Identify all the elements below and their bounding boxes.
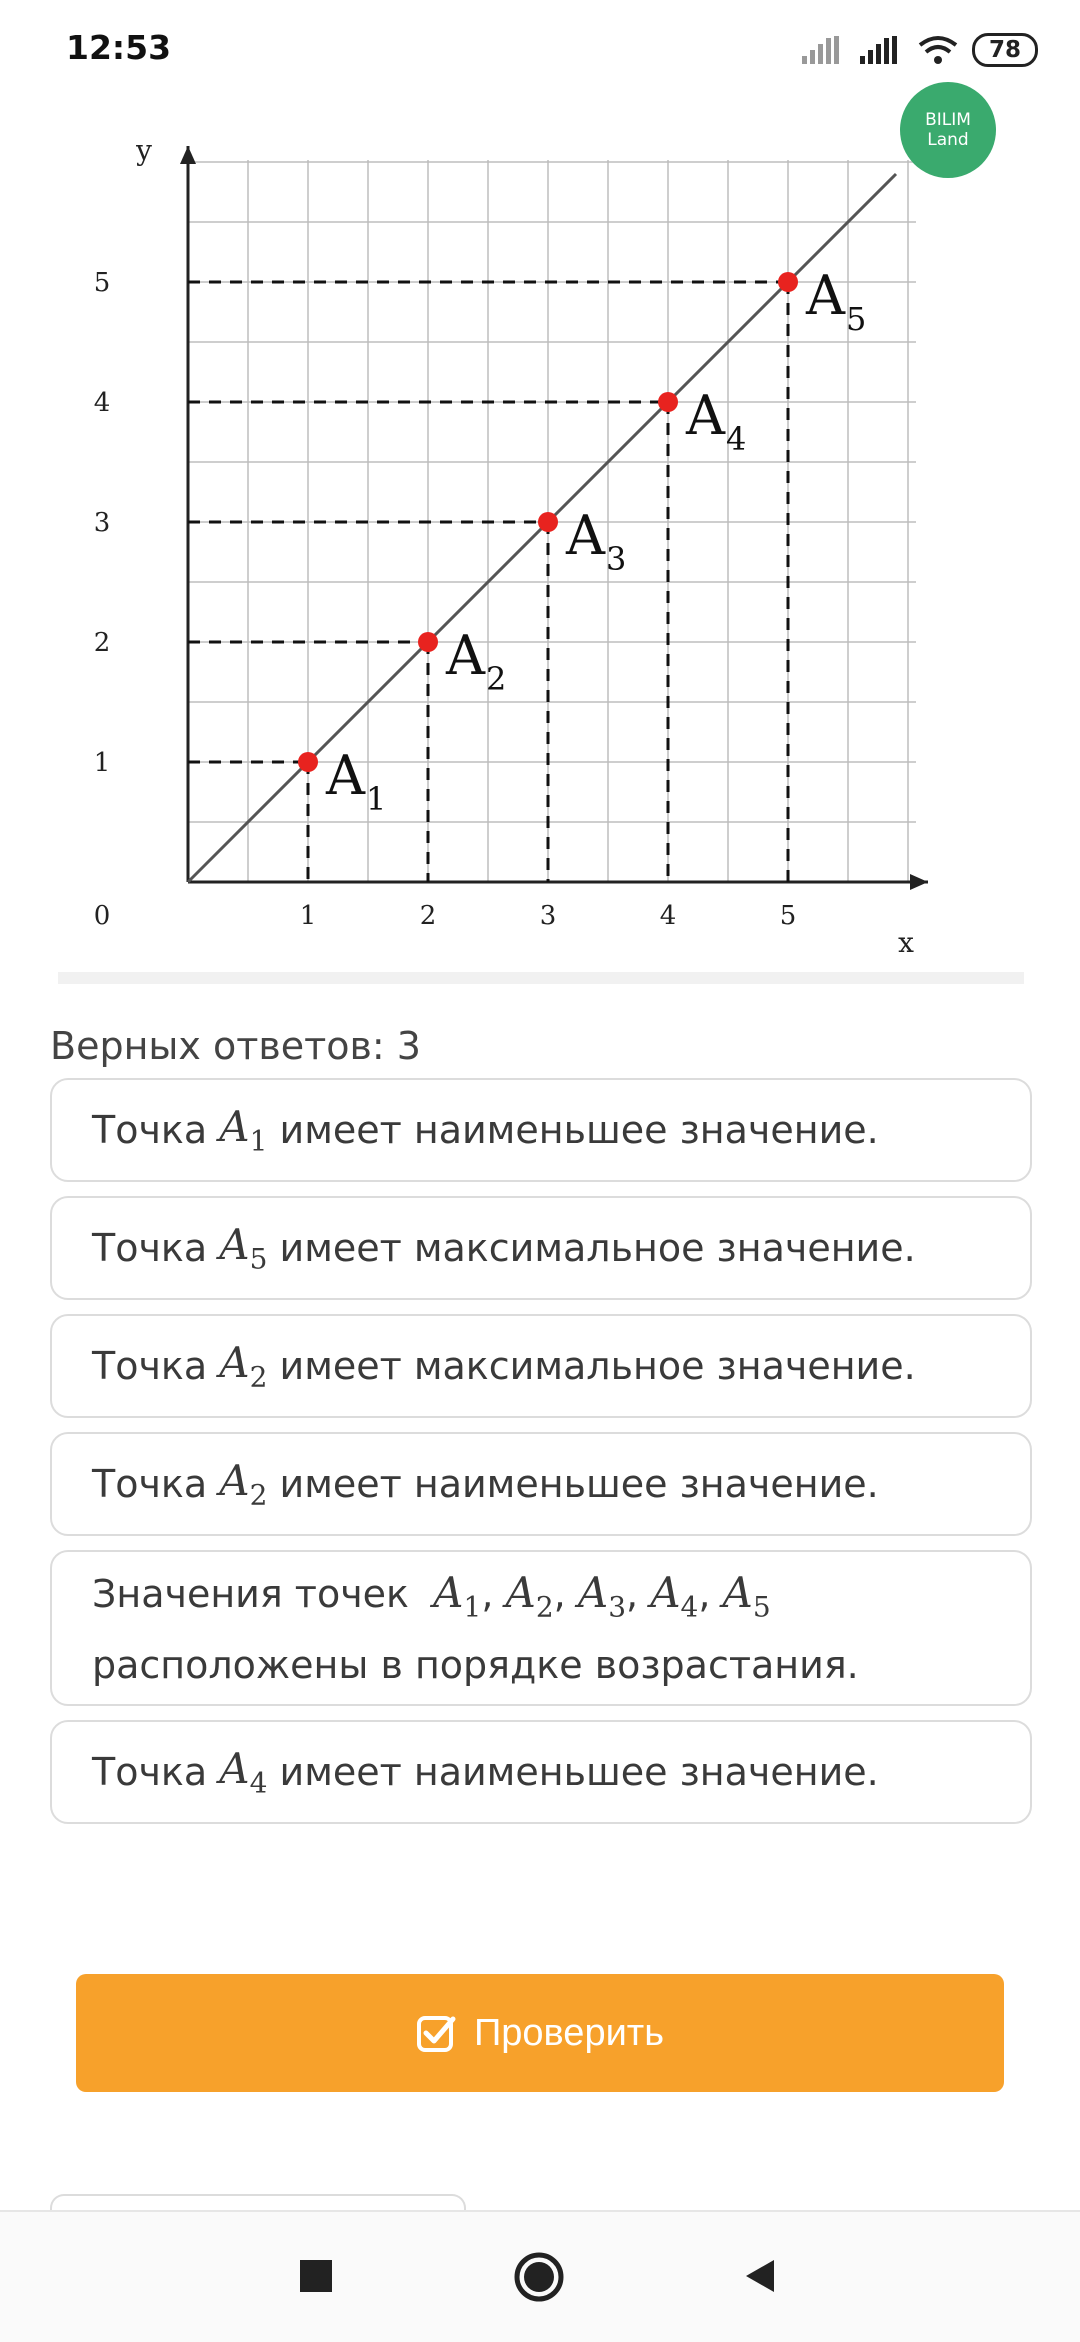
y-tick-label: 5 bbox=[93, 268, 111, 298]
math-variable: $A_1$ bbox=[219, 1102, 268, 1158]
point-label: A bbox=[686, 384, 725, 447]
math-variable: $A_3$ bbox=[577, 1567, 627, 1624]
point-label: A bbox=[566, 504, 605, 567]
answer-option[interactable] bbox=[50, 1314, 1032, 1418]
answer-option[interactable] bbox=[50, 1078, 1032, 1182]
logo-line2: Land bbox=[927, 130, 969, 150]
data-point bbox=[298, 752, 318, 772]
y-tick-label: 1 bbox=[93, 748, 111, 778]
data-point bbox=[418, 632, 438, 652]
y-tick-label: 2 bbox=[93, 628, 111, 658]
point-label-index: 1 bbox=[366, 780, 387, 818]
circle-nav-icon[interactable] bbox=[512, 2250, 566, 2304]
figure-divider bbox=[58, 972, 1024, 984]
y-axis-label: y bbox=[136, 134, 152, 167]
square-nav-icon[interactable] bbox=[296, 2256, 336, 2296]
status-bar bbox=[0, 0, 1080, 100]
option-text-after: имеет наименьшее значение. bbox=[279, 1462, 879, 1506]
point-label-index: 5 bbox=[846, 300, 867, 338]
line-graph bbox=[58, 120, 1024, 972]
y-tick-label: 4 bbox=[93, 388, 111, 418]
option-text-before: Точка bbox=[92, 1226, 208, 1270]
option-text-before: Точка bbox=[92, 1344, 208, 1388]
y-tick-label: 3 bbox=[93, 508, 111, 538]
option-text-after: имеет максимальное значение. bbox=[279, 1226, 916, 1270]
math-variable: $A_2$ bbox=[219, 1456, 268, 1512]
status-time: 12:53 bbox=[66, 28, 172, 67]
origin-label: 0 bbox=[93, 901, 111, 931]
math-variable: $A_1$ bbox=[433, 1567, 482, 1624]
x-axis-arrow bbox=[910, 874, 928, 890]
math-variable: $A_5$ bbox=[219, 1220, 268, 1276]
point-label-index: 2 bbox=[486, 660, 507, 698]
math-variable: $A_2$ bbox=[505, 1567, 554, 1624]
x-tick-label: 5 bbox=[779, 901, 797, 931]
bilimland-logo bbox=[900, 82, 996, 178]
x-tick-label: 4 bbox=[659, 901, 677, 931]
correct-answers-count: Верных ответов: 3 bbox=[50, 1024, 421, 1068]
back-nav-icon[interactable] bbox=[740, 2256, 780, 2296]
math-variable: $A_2$ bbox=[219, 1338, 268, 1394]
point-label: A bbox=[326, 744, 365, 807]
signal-icon bbox=[802, 36, 846, 64]
answer-option[interactable] bbox=[50, 1432, 1032, 1536]
answer-options bbox=[50, 1078, 1032, 1838]
math-variable: $A_4$ bbox=[650, 1567, 699, 1624]
option-text-before: Точка bbox=[92, 1108, 208, 1152]
x-tick-label: 2 bbox=[419, 901, 437, 931]
answer-option[interactable] bbox=[50, 1196, 1032, 1300]
option-text-line2: расположены в порядке возрастания. bbox=[92, 1643, 859, 1688]
logo-line1: BILIM bbox=[925, 110, 971, 130]
checkbox-icon bbox=[416, 2013, 456, 2053]
wifi-icon bbox=[918, 35, 958, 65]
navigation-bar bbox=[0, 2210, 1080, 2342]
option-text-after: имеет наименьшее значение. bbox=[279, 1750, 879, 1794]
graph-figure bbox=[58, 120, 1024, 972]
data-point bbox=[658, 392, 678, 412]
y-axis-arrow bbox=[180, 146, 196, 164]
data-point bbox=[778, 272, 798, 292]
point-label-index: 3 bbox=[606, 540, 627, 578]
option-text-before: Точка bbox=[92, 1462, 208, 1506]
option-text-before: Точка bbox=[92, 1750, 208, 1794]
x-tick-label: 1 bbox=[299, 901, 317, 931]
system-icons bbox=[802, 30, 1038, 70]
x-tick-label: 3 bbox=[539, 901, 557, 931]
option-text-after: имеет максимальное значение. bbox=[279, 1344, 916, 1388]
check-button[interactable] bbox=[76, 1974, 1004, 2092]
check-button-label: Проверить bbox=[473, 2011, 665, 2054]
option-text-after: имеет наименьшее значение. bbox=[279, 1108, 879, 1152]
math-variable: $A_4$ bbox=[219, 1744, 268, 1800]
point-label: A bbox=[446, 624, 485, 687]
point-label-index: 4 bbox=[726, 420, 747, 458]
data-point bbox=[538, 512, 558, 532]
option-text-before: Значения точек bbox=[92, 1571, 422, 1616]
point-label: A bbox=[806, 264, 845, 327]
signal-icon bbox=[860, 36, 904, 64]
battery-indicator: 78 bbox=[972, 33, 1038, 67]
answer-option[interactable] bbox=[50, 1720, 1032, 1824]
x-axis-label: x bbox=[898, 926, 914, 959]
math-variable: $A_5$ bbox=[722, 1567, 771, 1624]
answer-option[interactable]: Значения точек $A_1$, $A_2$, $A_3$, $A_4$, $A_5$ расположены в порядке возрастания. bbox=[50, 1550, 1032, 1706]
